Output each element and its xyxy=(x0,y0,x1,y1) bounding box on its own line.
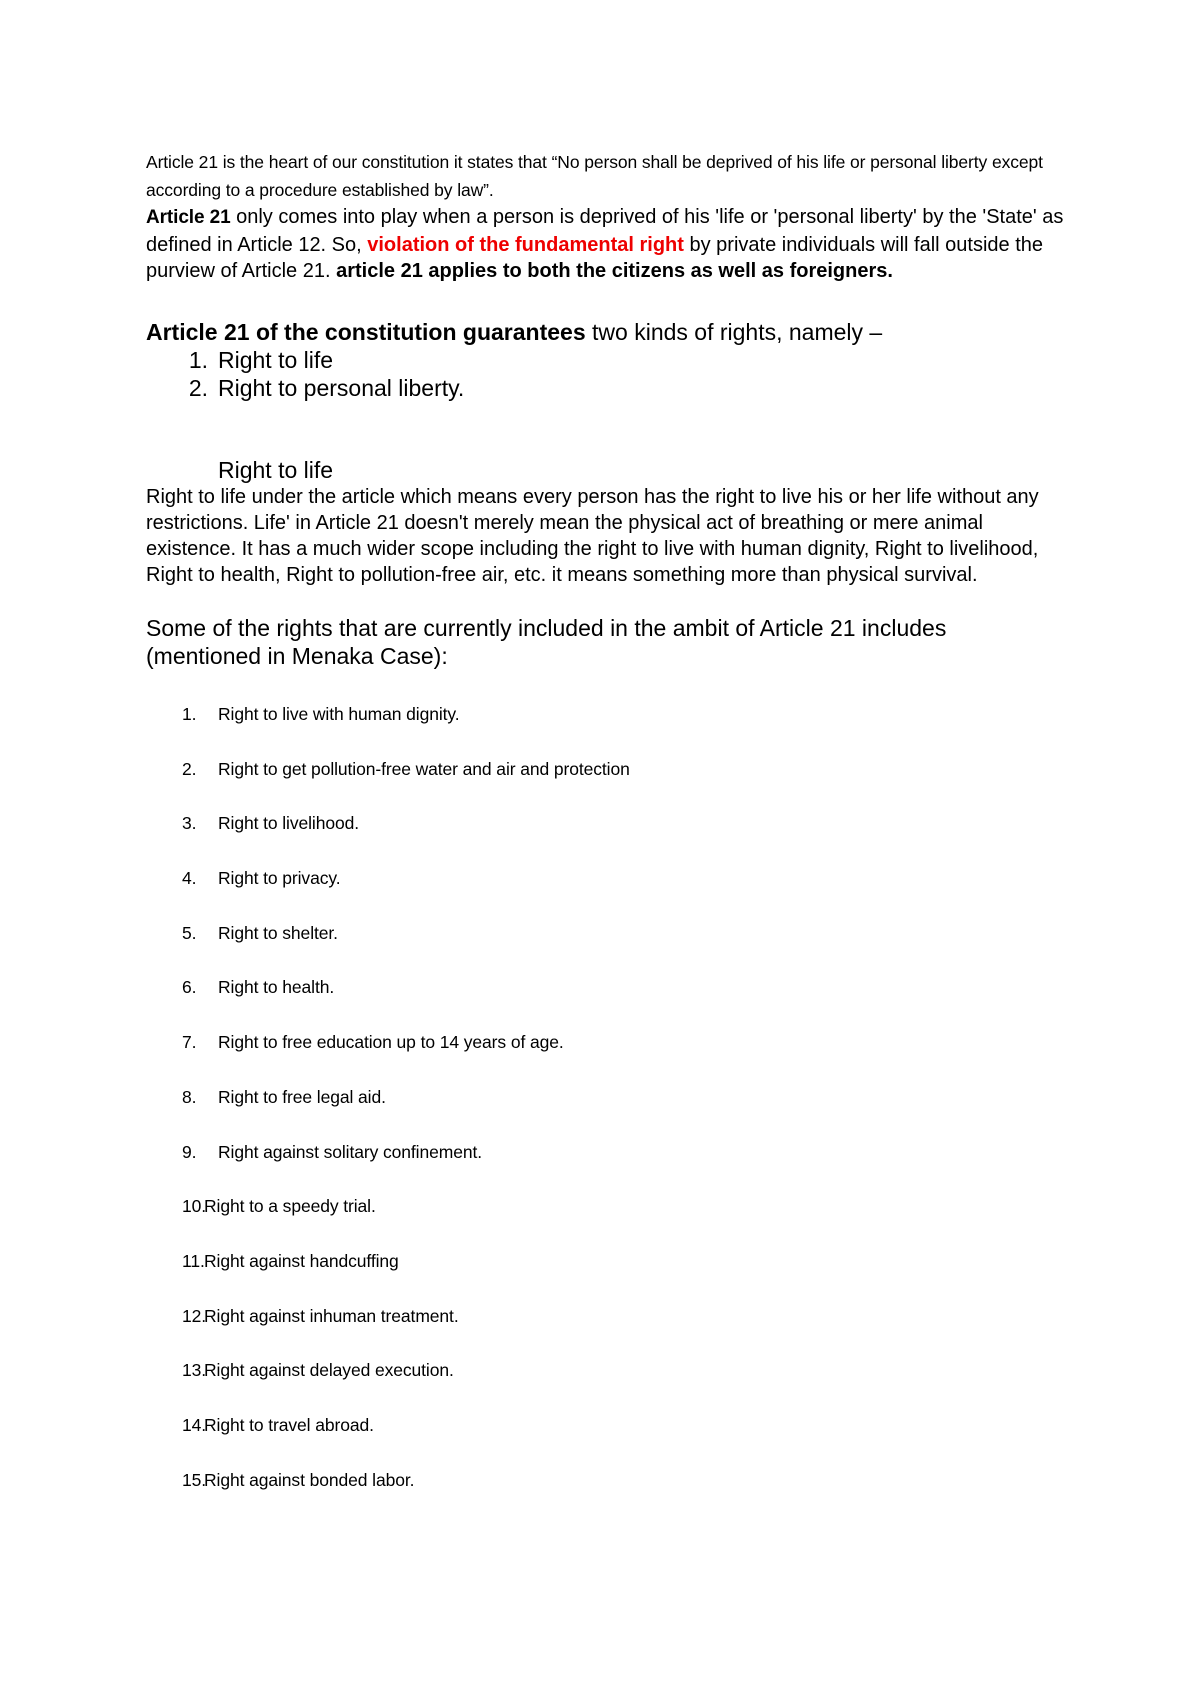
list-item xyxy=(146,1466,1066,1521)
list-item-text: Right to travel abroad. xyxy=(204,1414,374,1435)
guarantees-bold: Article 21 of the constitution guarantees xyxy=(146,319,586,345)
list-item-text: Right to personal liberty. xyxy=(218,375,465,401)
list-item-number: 13. xyxy=(182,1360,207,1381)
document-page xyxy=(146,148,1066,1520)
list-item-number: 15. xyxy=(182,1469,207,1490)
list-item-text: Right against inhuman treatment. xyxy=(204,1305,459,1326)
list-item-text: Right to free legal aid. xyxy=(218,1086,386,1107)
list-item xyxy=(146,374,1066,402)
list-item-text: Right against bonded labor. xyxy=(204,1469,415,1490)
list-item-number: 6. xyxy=(182,977,197,998)
right-to-life-body: Right to life under the article which means every person has the right to live his or her life without any restrictions. Life' in Article 21 doesn't merely mean the physical act of breathing or mere animal existence. It has a much wider scope including the right to live with human dignity, Right to livelihood, Right to health, Right to pollution-free air, etc. it means something more than physical survival. xyxy=(146,486,1039,586)
list-item-text: Right to shelter. xyxy=(218,922,338,943)
list-item xyxy=(146,864,1066,919)
rights-intro: Some of the rights that are currently included in the ambit of Article 21 includes (mentioned in Menaka Case): xyxy=(146,615,947,669)
list-item xyxy=(146,1083,1066,1138)
list-item-text: Right against delayed execution. xyxy=(204,1360,454,1381)
right-to-life-heading: Right to life xyxy=(218,457,334,483)
article21-lead: Article 21 xyxy=(146,207,231,228)
list-item-text: Right to privacy. xyxy=(218,868,341,889)
list-item-text: Right to get pollution-free water and air and protection xyxy=(218,758,630,779)
guarantees-heading xyxy=(146,318,1066,346)
list-item-number: 14. xyxy=(182,1414,207,1435)
list-item xyxy=(146,1247,1066,1302)
list-item-number: 8. xyxy=(182,1086,197,1107)
list-item-number: 1. xyxy=(188,347,208,373)
list-item xyxy=(146,1356,1066,1411)
intro-paragraph xyxy=(146,148,1066,204)
list-item-text: Right to life xyxy=(218,347,334,373)
list-item-number: 10. xyxy=(182,1196,207,1217)
intro-text: Article 21 is the heart of our constitution it states that “No person shall be deprived of his life or personal liberty except according to a procedure established by law”. xyxy=(146,152,1043,200)
list-item-number: 11. xyxy=(182,1250,205,1271)
list-item xyxy=(146,755,1066,810)
list-item xyxy=(146,1302,1066,1357)
list-item xyxy=(146,1028,1066,1083)
list-item xyxy=(146,1192,1066,1247)
kinds-of-rights-list xyxy=(146,346,1066,402)
list-item-number: 9. xyxy=(182,1141,197,1162)
list-item xyxy=(146,1138,1066,1193)
list-item-number: 4. xyxy=(182,868,197,889)
list-item-text: Right to free education up to 14 years of age. xyxy=(218,1032,564,1053)
article21-text-2: by private individuals will fall outside the purview of Article 21. xyxy=(146,234,1043,282)
list-item-text: Right against handcuffing xyxy=(204,1250,399,1271)
list-item xyxy=(146,919,1066,974)
list-item-text: Right to live with human dignity. xyxy=(218,704,460,724)
list-item xyxy=(146,809,1066,864)
list-item-text: Right to livelihood. xyxy=(218,813,359,834)
rights-list xyxy=(146,700,1066,1520)
list-item-number: 12. xyxy=(182,1305,207,1326)
list-item-number: 3. xyxy=(182,813,197,834)
list-item-number: 1. xyxy=(182,704,197,724)
list-item-number: 7. xyxy=(182,1032,197,1053)
list-item-text: Right to a speedy trial. xyxy=(204,1196,376,1217)
article21-tail: article 21 applies to both the citizens as well as foreigners. xyxy=(336,260,893,282)
list-item-number: 2. xyxy=(182,758,197,779)
list-item xyxy=(146,973,1066,1028)
article21-paragraph xyxy=(146,204,1066,284)
guarantees-rest: two kinds of rights, namely – xyxy=(585,319,883,345)
list-item-text: Right against solitary confinement. xyxy=(218,1141,482,1162)
list-item-number: 2. xyxy=(188,375,208,401)
violation-highlight: violation of the fundamental right xyxy=(367,234,684,256)
list-item xyxy=(146,700,1066,755)
list-item xyxy=(146,1411,1066,1466)
list-item xyxy=(146,346,1066,374)
list-item-text: Right to health. xyxy=(218,977,335,998)
article21-text-1: only comes into play when a person is deprived of his 'life or 'personal liberty' by the 'State' as defined in Article 12. So, xyxy=(146,206,1064,256)
list-item-number: 5. xyxy=(182,922,197,943)
